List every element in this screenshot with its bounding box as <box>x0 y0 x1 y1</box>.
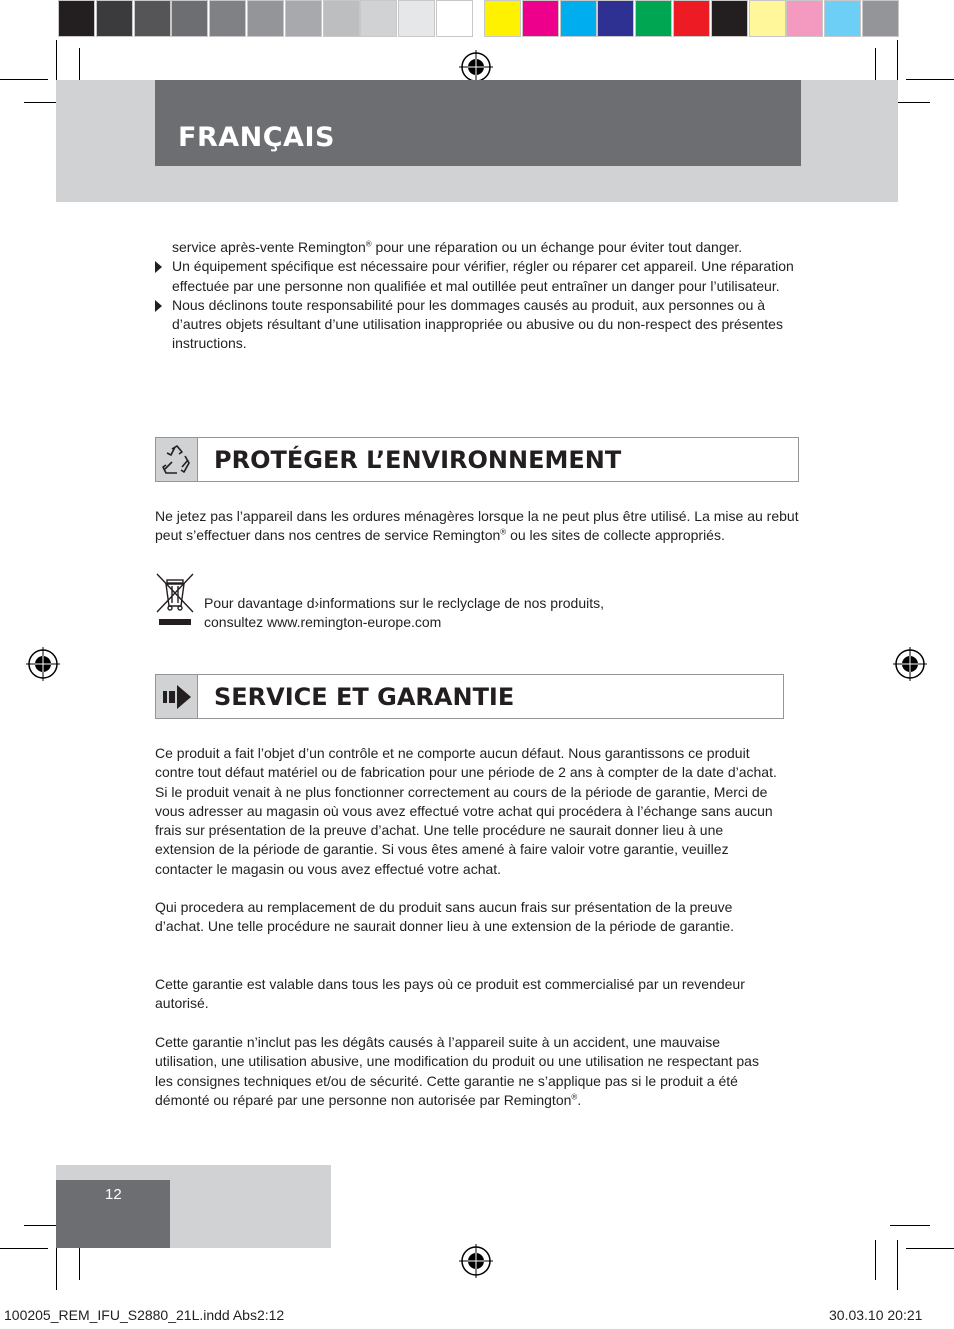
slug-date: 30.03.10 20:21 <box>829 1307 923 1323</box>
service-title: SERVICE ET GARANTIE <box>214 683 515 711</box>
triangle-bullet-icon <box>155 261 162 273</box>
registered-mark: ® <box>365 239 372 249</box>
warranty-paragraph: Cette garantie est valable dans tous les pays où ce produit est commercialisé par un revendeur autorisé. <box>155 976 745 1012</box>
arrow-right-icon <box>156 675 198 718</box>
color-swatch <box>597 0 634 37</box>
page-title: FRANÇAIS <box>178 122 335 153</box>
weee-bin-icon <box>155 572 195 630</box>
color-swatch <box>134 0 171 37</box>
crop-mark <box>906 79 954 80</box>
crop-mark <box>875 1240 876 1280</box>
environment-section-header <box>155 437 799 482</box>
color-swatch <box>247 0 284 37</box>
color-swatch <box>862 0 899 37</box>
color-swatch <box>484 0 521 37</box>
color-swatch <box>522 0 559 37</box>
recycling-info-link: consultez www.remington-europe.com <box>204 614 442 631</box>
warranty-paragraph: Ce produit a fait l’objet d’un contrôle et ne comporte aucun défaut. Nous garantissons ce produit contre tout défaut matériel ou de fabrication pour une période de 2 ans à compter de la date d’achat. Si le produit venait à ne plus fonctionner correctement au cours de la période de garantie, Merci de vous adresser au magasin où vous avez effectué votre achat qui procédera à l’échange sans aucun frais sur présentation de la preuve d’achat. Une telle procédure ne saurait donner lieu à une extension de la période de garantie. Si vous êtes amené à faire valoir votre garantie, veuillez contacter le magasin ou vous avez effectué votre achat. <box>155 745 777 877</box>
color-swatch <box>786 0 823 37</box>
registration-mark-icon <box>459 50 493 84</box>
color-swatch-bar <box>484 0 900 38</box>
color-swatch <box>711 0 748 37</box>
recycling-info-line: Pour davantage d›informations sur le reclyclage de nos produits, <box>204 595 604 611</box>
crop-mark <box>906 1248 954 1249</box>
color-swatch <box>58 0 95 37</box>
color-swatch <box>436 0 473 37</box>
slug-filename: 100205_REM_IFU_S2880_21L.indd Abs2:12 <box>4 1307 285 1323</box>
color-swatch <box>635 0 672 37</box>
recycling-info <box>204 594 764 633</box>
registration-mark-icon <box>459 1244 493 1278</box>
crop-mark <box>0 1248 48 1249</box>
color-swatch <box>673 0 710 37</box>
color-swatch <box>398 0 435 37</box>
registered-mark: ® <box>571 1092 578 1102</box>
color-swatch <box>171 0 208 37</box>
safety-continued-text: service après-vente Remington® pour une réparation ou un échange pour éviter tout danger. <box>172 239 743 255</box>
safety-instructions <box>172 238 812 354</box>
color-swatch <box>323 0 360 37</box>
environment-text: Ne jetez pas l’appareil dans les ordures ménagères lorsque la ne peut plus être utilisé. La mise au rebut peut s’effectuer dans nos centres de service Remington® ou les sites de collecte appropriés. <box>155 508 799 544</box>
crop-mark <box>890 1225 930 1226</box>
color-swatch <box>560 0 597 37</box>
warranty-exclusions: Cette garantie n’inclut pas les dégâts causés à l’appareil suite à un accident, une mauvaise utilisation, une utilisation abusive, une modification du produit ou une utilisation ne respectant pas les consignes techniques et/ou de sécurité. Cette garantie ne s’applique pas si le produit a été démonté ou réparé par une personne non autorisée par Remington®. <box>155 1034 759 1108</box>
color-swatch <box>824 0 861 37</box>
gray-swatch-bar <box>58 0 474 38</box>
environment-title: PROTÉGER L’ENVIRONNEMENT <box>214 446 622 474</box>
color-swatch <box>209 0 246 37</box>
color-swatch <box>285 0 322 37</box>
registered-mark: ® <box>500 527 507 537</box>
crop-mark <box>0 79 48 80</box>
service-section-header <box>155 674 784 719</box>
color-swatch <box>749 0 786 37</box>
registration-mark-icon <box>893 647 927 681</box>
crop-mark <box>897 1240 898 1290</box>
color-swatch <box>360 0 397 37</box>
safety-bullet: Nous déclinons toute responsabilité pour les dommages causés au produit, aux personnes ou à d’autres objets résultant d’une utilisation inappropriée ou abusive ou du non-respect des présentes instructions. <box>172 296 812 354</box>
page-number: 12 <box>105 1186 122 1203</box>
recycle-icon <box>156 438 198 481</box>
warranty-paragraph: Qui procedera au remplacement de du produit sans aucun frais sur présentation de la preuve d’achat. Une telle procédure ne saurait donner lieu à une extension de la période de garantie. <box>155 899 735 935</box>
color-swatch <box>96 0 133 37</box>
registration-mark-icon <box>26 647 60 681</box>
safety-bullet: Un équipement spécifique est nécessaire pour vérifier, régler ou réparer cet appareil. Une réparation effectuée par une personne non qualifiée et mal outillée peut entraîner un danger pour l’utilisateur. <box>172 257 812 296</box>
triangle-bullet-icon <box>155 300 162 312</box>
